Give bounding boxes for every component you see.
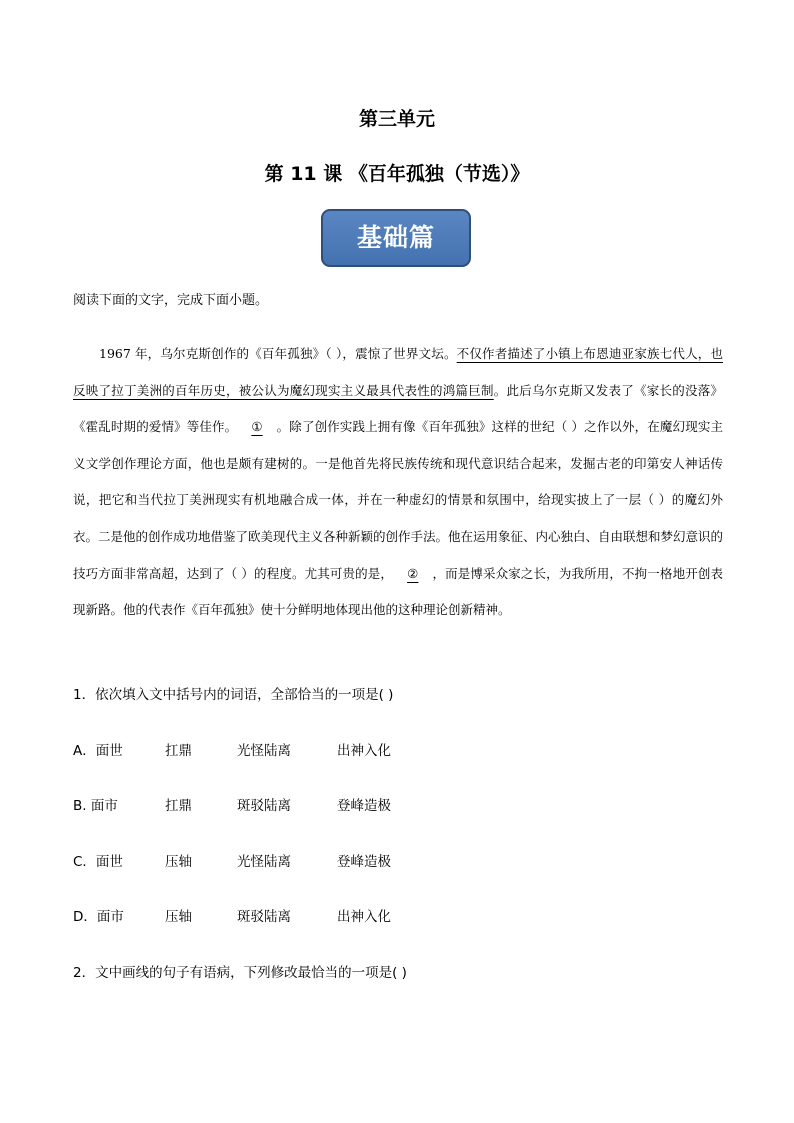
blank-2: ② (407, 565, 419, 581)
instruction-text: 阅读下面的文字，完成下面小题。 (73, 293, 269, 308)
option-c-word-1: C．面世 (73, 854, 123, 870)
option-d-word-1: D．面市 (73, 909, 124, 925)
option-b-word-3: 斑驳陆离 (237, 798, 291, 814)
lesson-title: 第 11 课 《百年孤独（节选）》 (264, 163, 530, 185)
option-c-word-3: 光怪陆离 (237, 854, 291, 870)
option-a-word-3: 光怪陆离 (237, 743, 291, 759)
question-1: 1．依次填入文中括号内的词语，全部恰当的一项是( ) (73, 687, 394, 703)
option-b-word-4: 登峰造极 (337, 798, 391, 814)
unit-title: 第三单元 (358, 108, 435, 130)
option-b-word-1: B. 面市 (73, 798, 118, 814)
underlined-sentence: 不仅作者描述了小镇上布恩迪亚家族七代人，也反映了拉丁美洲的百年历史，被公认为魔幻现实主义最具代表性的鸿篇巨制 (73, 346, 723, 398)
option-d-word-3: 斑驳陆离 (237, 909, 291, 925)
option-c-word-2: 压轴 (165, 854, 192, 870)
option-a-word-2: 扛鼎 (165, 743, 192, 759)
passage-part-3: 。此后乌尔克斯又发表了《家长的没落》《霍乱时期的爱情》等佳作。 (73, 382, 723, 435)
option-d-word-2: 压轴 (165, 909, 192, 925)
question-2: 2．文中画线的句子有语病，下列修改最恰当的一项是( ) (73, 965, 407, 981)
section-badge (321, 209, 471, 267)
passage-part-4: 。除了创作实践上拥有像《百年孤独》这样的世纪（ ）之作以外，在魔幻现实主义文学创作理论方面，他也是颇有建树的。一是他首先将民族传统和现代意识结合起来，发掘古老的印第安人神话传说，把它和当代拉丁美洲现实有机地融合成一体，并在一种虚幻的情景和氛围中，给现实披上了一层（ ）的魔幻外衣。二是他的创作成功地借鉴了欧美现代主义各种新颖的创作手法。他在运用象征、内心独白、自由联想和梦幻意识的技巧方面非常高超，达到了（ ）的程度。尤其可贵的是， (73, 419, 724, 581)
option-d-word-4: 出神入化 (337, 909, 391, 925)
option-c-word-4: 登峰造极 (337, 854, 391, 870)
section-badge-label: 基础篇 (321, 209, 471, 267)
passage-part-1: 1967 年，乌尔克斯创作的《百年孤独》（ ），震惊了世界文坛。 (99, 346, 457, 361)
option-b-word-2: 扛鼎 (165, 798, 192, 814)
blank-1: ① (251, 419, 263, 435)
reading-passage (73, 336, 723, 629)
option-a-word-1: A．面世 (73, 743, 123, 759)
option-a-word-4: 出神入化 (337, 743, 391, 759)
passage-part-5: ，而是博采众家之长，为我所用，不拘一格地开创表现新路。他的代表作《百年孤独》使十分鲜明地体现出他的这种理论创新精神。 (73, 565, 723, 618)
